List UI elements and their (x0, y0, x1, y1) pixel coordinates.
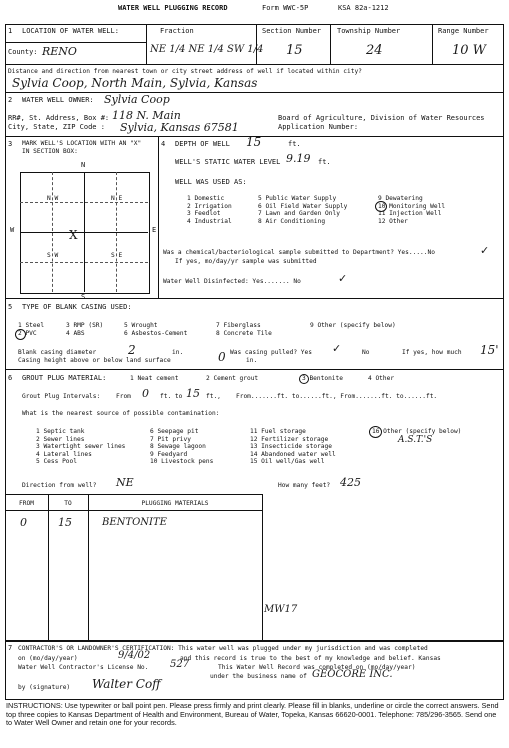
business-name-label: under the business name of (210, 673, 307, 680)
use-list-1 (187, 195, 232, 225)
table-header-materials: PLUGGING MATERIALS (141, 500, 209, 507)
form-title: WATER WELL PLUGGING RECORD (118, 4, 228, 12)
feet-value[interactable]: 425 (340, 476, 361, 489)
source-insecticide[interactable]: 13 Insecticide storage (250, 443, 332, 450)
casing-abs[interactable]: 4 ABS (66, 330, 85, 337)
grout-bentonite[interactable]: 3 Bentonite (302, 375, 343, 382)
depth-label: DEPTH OF WELL (175, 140, 230, 148)
use-other[interactable]: 12 Other (378, 217, 408, 225)
disinfected-label: Water Well Disinfected: Yes....... No (163, 278, 301, 285)
well-location-mark[interactable]: X (69, 228, 78, 242)
section-box-label: MARK WELL'S LOCATION WITH AN "X" IN SECTION BOX: (22, 140, 142, 155)
source-feedyard[interactable]: 9 Feedyard (150, 450, 188, 458)
source-fertilizer[interactable]: 12 Fertilizer storage (250, 435, 329, 443)
certification-date[interactable]: 9/4/02 (118, 650, 151, 661)
certification-line-2: and this record is true to the best of my knowledge and belief. Kansas (180, 655, 441, 662)
source-cess-pool[interactable]: 5 Cess Pool (36, 458, 77, 465)
compass-east: E (152, 226, 157, 234)
table-row-to[interactable]: 15 (58, 516, 72, 529)
use-industrial[interactable]: 4 Industrial (187, 217, 232, 225)
source-abandoned-well[interactable]: 14 Abandoned water well (250, 450, 336, 458)
bentonite-circle (299, 374, 309, 384)
address-value[interactable]: 118 N. Main (112, 109, 181, 122)
grout-other[interactable]: 4 Other (368, 375, 395, 382)
static-level-label: WELL'S STATIC WATER LEVEL (175, 158, 281, 166)
how-much-value[interactable]: 15' (480, 343, 499, 357)
quarter-sw: S W (47, 252, 59, 259)
quarter-se: S E (111, 252, 123, 259)
use-list-3 (378, 195, 445, 225)
county-label: County: (8, 48, 38, 56)
range-label: Range Number (438, 27, 489, 35)
use-lawn-garden[interactable]: 7 Lawn and Garden Only (258, 210, 340, 217)
disinfected-no-check[interactable]: ✓ (338, 272, 348, 285)
static-level-value[interactable]: 9.19 (286, 152, 311, 165)
certification-date-label: on (mo/day/year) (18, 655, 78, 662)
source-fuel[interactable]: 11 Fuel storage (250, 428, 306, 435)
quarter-ne: N E (111, 195, 123, 202)
grout-other-intervals: From.......ft. to......ft., From.......ft. to......ft. (236, 393, 438, 400)
source-watertight-sewer[interactable]: 3 Watertight sewer lines (36, 443, 126, 450)
grout-from-value[interactable]: 0 (142, 387, 149, 400)
grout-ft-label: ft., (206, 393, 221, 400)
county-value[interactable]: RENO (42, 45, 77, 58)
source-oil-gas-well[interactable]: 15 Oil well/Gas well (250, 458, 325, 465)
section-6-number: 6 (8, 374, 13, 382)
section-3-number: 3 (8, 140, 13, 148)
distance-label: Distance and direction from nearest town or city street address of well if located within city? (8, 68, 362, 75)
completed-label: This Water Well Record was completed on (mo/day/year) (218, 664, 416, 671)
diameter-value[interactable]: 2 (128, 343, 136, 357)
use-injection-well[interactable]: 11 Injection Well (378, 210, 442, 217)
source-lateral[interactable]: 4 Lateral lines (36, 450, 92, 458)
casing-height-unit: in. (246, 357, 258, 364)
section-4-number: 4 (161, 140, 166, 148)
casing-asbestos[interactable]: 6 Asbestos-Cement (124, 330, 188, 337)
compass-south: S (81, 293, 86, 301)
casing-fiberglass[interactable]: 7 Fiberglass (216, 322, 261, 329)
quarter-nw: N W (47, 195, 59, 202)
casing-pulled-yes-check[interactable]: ✓ (332, 342, 342, 355)
direction-value[interactable]: NE (116, 476, 134, 489)
source-pit-privy[interactable]: 7 Pit privy (150, 435, 191, 443)
board-text: Board of Agriculture, Division of Water Resources (278, 114, 485, 122)
source-list-1 (36, 428, 125, 466)
address-label: RR#, St. Address, Box #: (8, 114, 110, 122)
source-other-value[interactable]: A.S.T.'S (398, 435, 433, 445)
signature-label: by (signature) (18, 684, 71, 691)
casing-other[interactable]: 9 Other (specify below) (310, 322, 396, 329)
feet-label: How many feet? (278, 482, 331, 489)
well-used-label: WELL WAS USED AS: (175, 178, 247, 186)
section-number-value[interactable]: 15 (286, 43, 303, 58)
use-public-water[interactable]: 5 Public Water Supply (258, 195, 337, 202)
grout-neat-cement[interactable]: 1 Neat cement (130, 375, 179, 382)
ksa-reference: KSA 82a-1212 (338, 4, 389, 12)
use-list-2 (258, 195, 347, 225)
section-2-number: 2 (8, 96, 13, 104)
source-list-3 (250, 428, 336, 466)
diameter-unit: in. (172, 349, 184, 356)
section-1-number: 1 (8, 27, 13, 35)
section-number-label: Section Number (262, 27, 322, 35)
compass-west: W (10, 226, 15, 234)
license-value[interactable]: 527 (170, 659, 190, 670)
diameter-label: Blank casing diameter (18, 349, 97, 356)
casing-pvc[interactable]: 2 PVC (18, 330, 37, 337)
license-label: Water Well Contractor's License No. (18, 664, 149, 671)
casing-pulled-label: Was casing pulled? Yes (230, 349, 312, 356)
signature[interactable]: Walter Coff (92, 677, 161, 691)
application-number-label: Application Number: (278, 123, 359, 131)
static-level-unit: ft. (318, 158, 331, 166)
fraction-value[interactable]: NE 1/4 NE 1/4 SW 1/4 (150, 44, 264, 55)
source-other[interactable]: 16 Other (specify below) (372, 428, 462, 435)
grout-from-label: From (116, 393, 131, 400)
depth-unit: ft. (288, 140, 301, 148)
township-value[interactable]: 24 (366, 43, 383, 58)
owner-value[interactable]: Sylvia Coop (104, 93, 170, 106)
margin-note: MW17 (264, 604, 298, 615)
table-row-material[interactable]: BENTONITE (102, 517, 167, 528)
casing-wrought[interactable]: 5 Wrought (124, 322, 158, 329)
section-7-number: 7 (8, 644, 13, 652)
depth-value[interactable]: 15 (246, 135, 262, 149)
source-list-2 (150, 428, 213, 466)
certification-line-1: CONTRACTOR'S OR LANDOWNER'S CERTIFICATION: This water well was plugged under my jurisdiction and was completed (18, 645, 428, 652)
source-septic[interactable]: 1 Septic tank (36, 428, 85, 435)
sample-date-label: If yes, mo/day/yr sample was submitted (175, 258, 317, 265)
grout-cement-grout[interactable]: 2 Cement grout (206, 375, 259, 382)
casing-concrete[interactable]: 8 Concrete Tile (216, 330, 272, 337)
grout-intervals-label: Grout Plug Intervals: (22, 393, 101, 400)
pvc-circle (15, 329, 26, 340)
casing-pulled-no: No (362, 349, 370, 356)
contamination-question: What is the nearest source of possible contamination: (22, 410, 220, 417)
use-air-conditioning[interactable]: 8 Air Conditioning (258, 217, 326, 225)
township-label: Township Number (337, 27, 401, 35)
section-box[interactable] (20, 172, 150, 294)
grout-to-value[interactable]: 15 (186, 387, 200, 400)
grout-label: GROUT PLUG MATERIAL: (22, 374, 107, 382)
form-number: Form WWC-5P (262, 4, 309, 12)
city-value[interactable]: Sylvia, Kansas 67581 (120, 121, 239, 134)
section-5-number: 5 (8, 303, 13, 311)
use-domestic[interactable]: 1 Domestic (187, 195, 225, 202)
casing-type-label: TYPE OF BLANK CASING USED: (22, 303, 132, 311)
grout-to-label: ft. to (160, 393, 183, 400)
use-irrigation[interactable]: 2 Irrigation (187, 202, 232, 210)
chemical-sample-question: Was a chemical/bacteriological sample submitted to Department? Yes.....No (163, 249, 435, 256)
use-oil-field[interactable]: 6 Oil Field Water Supply (258, 202, 348, 210)
fraction-label: Fraction (160, 27, 194, 35)
range-value[interactable]: 10 W (452, 43, 487, 58)
table-header-to: TO (64, 500, 72, 507)
table-row-from[interactable]: 0 (20, 516, 27, 529)
location-label: LOCATION OF WATER WELL: (22, 27, 119, 35)
table-header-from: FROM (19, 500, 34, 507)
casing-rmp[interactable]: 3 RMP (SR) (66, 322, 104, 329)
compass-north: N (81, 161, 86, 169)
owner-label: WATER WELL OWNER: (22, 96, 94, 104)
source-livestock[interactable]: 10 Livestock pens (150, 458, 214, 465)
how-much-label: If yes, how much (402, 349, 462, 356)
use-monitoring-well[interactable]: 10 Monitoring Well (378, 202, 446, 210)
instructions: INSTRUCTIONS: Use typewriter or ball point pen. Please press firmly and print clearly. Please fill in blanks, underline or circle the correct answers. Send top three copies to Kansas Department of Health and Environment, Bureau of Water, Topeka, Kansas 66620-0001. Telephone: 785/296-3565. Send one to Water Well Owner and retain one for your records. (6, 701, 499, 728)
distance-value[interactable]: Sylvia Coop, North Main, Sylvia, Kansas (12, 76, 258, 90)
source-other-circle (369, 426, 382, 438)
business-name-value[interactable]: GEOCORE INC. (312, 669, 393, 680)
chemical-no-check[interactable]: ✓ (480, 244, 490, 257)
source-seepage[interactable]: 6 Seepage pit (150, 428, 199, 435)
casing-height-label: Casing height above or below land surface (18, 357, 171, 364)
use-feedlot[interactable]: 3 Feedlot (187, 210, 221, 217)
monitoring-well-circle (375, 201, 387, 212)
city-label: City, State, ZIP Code : (8, 123, 105, 131)
casing-steel[interactable]: 1 Steel (18, 322, 45, 329)
source-lagoon[interactable]: 8 Sewage lagoon (150, 443, 206, 450)
direction-label: Direction from well? (22, 482, 97, 489)
casing-height-value[interactable]: 0 (218, 350, 226, 364)
source-sewer[interactable]: 2 Sewer lines (36, 435, 85, 443)
use-dewatering[interactable]: 9 Dewatering (378, 195, 423, 202)
